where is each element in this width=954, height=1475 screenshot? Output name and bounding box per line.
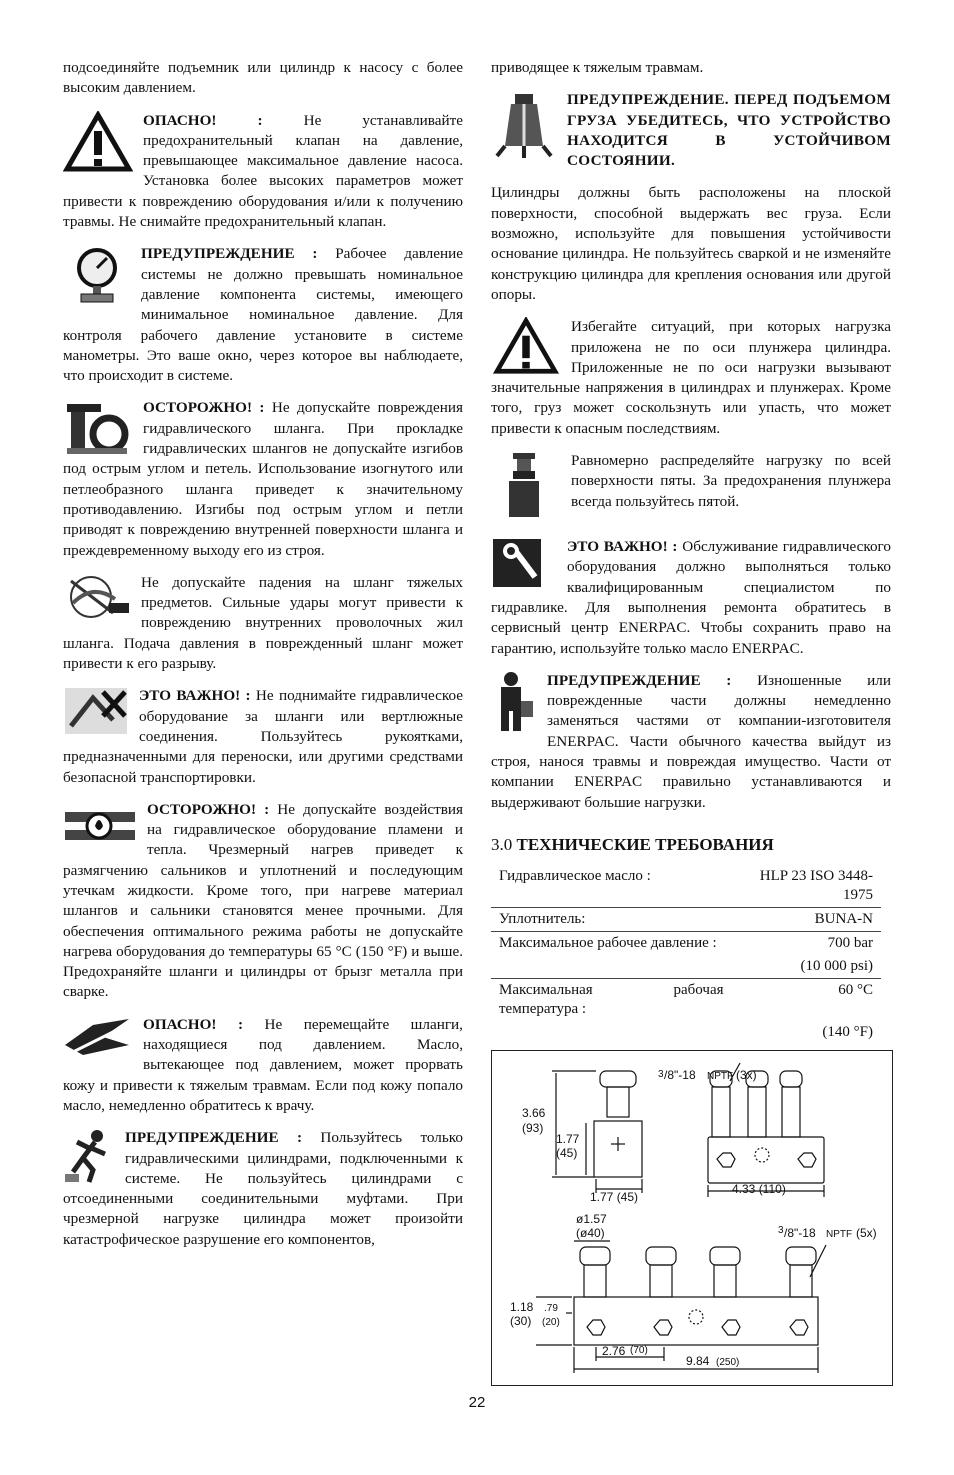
port-label-5x-type: NPTF — [826, 1229, 853, 1240]
saddle-load-icon — [491, 451, 561, 523]
manifold-drawing — [491, 1050, 893, 1386]
warning-triangle-icon — [63, 111, 133, 173]
spec-label: Гидравлическое масло : — [499, 868, 651, 885]
section-heading: 3.0 ТЕХНИЧЕСКИЕ ТРЕБОВАНИЯ — [491, 834, 774, 854]
wrench-service-icon — [491, 537, 557, 589]
off-center-load-section: Избегайте ситуаций, при которых нагрузка приложена не по оси плунжера цилиндра. Приложенные не по оси нагрузки вызывают значительные напряжения в цилиндрах и плунжерах. Кроме того, груз может соскользнуть или упасть, что может привести к опасным последствиям. — [491, 318, 891, 437]
danger-pressurized-hose-section: ОПАСНО! : Не перемещайте шланги, находящиеся под давлением. Масло, вытекающее под давлением, может прорвать кожу и привести к тяжелым травмам. Если под кожу попало масло, немедленно обратитесь к врачу. — [63, 1015, 463, 1114]
dim-pitch-mm: (70) — [630, 1345, 648, 1356]
important-no-lift-section: ЭТО ВАЖНО! : Не поднимайте гидравлическое оборудование за шланги или вертлюжные соединения. Пользуйтесь рукоятками, предназначенными для переноски, или другими средствами безопасной транспортировки. — [63, 687, 463, 786]
cylinder-placement-paragraph: Цилиндры должны быть расположены на плоской поверхности, способной выдержать вес груза. Если возможно, используйте для повышения устойчивости основание цилиндра. Не пользуйтесь сваркой и не изменяйте конструкцию цилиндра для крепления основания или другой опоры. — [491, 184, 891, 303]
port-label-5x-count: (5x) — [856, 1226, 877, 1240]
spec-value-alt: (140 °F) — [822, 1024, 873, 1041]
warning-stable-load-section: ПРЕДУПРЕЖДЕНИЕ. ПЕРЕД ПОДЪЕМОМ ГРУЗА УБЕДИТЕСЬ, ЧТО УСТРОЙСТВО НАХОДИТСЯ В УСТОЙЧИВОМ СОСТОЯНИИ. — [491, 90, 891, 171]
spec-row — [491, 865, 881, 908]
hose-crush-icon — [63, 573, 131, 621]
spec-label: Уплотнитель: — [491, 908, 732, 932]
left-column — [63, 58, 463, 1262]
caution-hose-kink-section: ОСТОРОЖНО! : Не допускайте повреждения гидравлического шланга. При прокладке гидравлических шлангов не допускайте изгибов под острым углом и петель. Использование изогнутого или петлеобразного шланга приведет к значительному противодавлению. Изгибы под острым углом и петли приводят к повреждению внутренней поверхности шланга и преждевременному выходу его из строя. — [63, 399, 463, 559]
spec-value: HLP 23 ISO 3448-1975 — [759, 868, 873, 904]
spec-label: Максимальное рабочее давление : — [491, 932, 732, 956]
continued-paragraph: приводящее к тяжелым травмам. — [491, 59, 704, 76]
spec-value: 60 °C — [732, 979, 882, 1022]
port-label-3x-fraction: 3 — [658, 1069, 664, 1080]
port-label-3x-count: (3x) — [736, 1068, 757, 1082]
pressure-gauge-icon — [63, 244, 131, 306]
oil-injection-icon — [63, 1015, 133, 1059]
spec-value: 700 bar — [732, 932, 882, 956]
port-label-3x-type: NPTF — [707, 1071, 734, 1082]
dim-hole-height: .79 — [544, 1303, 558, 1314]
port-label-5x-size: /8"-18 — [784, 1226, 816, 1240]
dim-pitch: 2.76 — [602, 1344, 626, 1358]
caution-heat-section: ОСТОРОЖНО! : Не допускайте воздействия на гидравлическое оборудование пламени и тепла. Чрезмерный нагрев приведет к размягчению сальников и уплотнений и последующим утечкам жидкости. Кроме того, при нагреве материал шлангов и сальники становятся менее прочными. Для обеспечения оптимального режима работы не допускайте нагрева оборудования до температуры 65 °C (150 °F) и выше. Предохраняйте шланги и цилиндры от брызг металла при сварке. — [63, 800, 463, 1001]
spec-value: BUNA-N — [732, 908, 882, 932]
dim-top-width: 4.33 (110) — [732, 1182, 786, 1196]
dim-hole-height-mm: (20) — [542, 1317, 560, 1328]
warning-coupled-cylinders-section: ПРЕДУПРЕЖДЕНИЕ : Пользуйтесь только гидравлическими цилиндрами, подключенными к системе. Не пользуйтесь цилиндрами с отсоединенными соединительными муфтами. При чрезмерной нагрузке цилиндра может произойти катастрофическое разрушение его компонентов, — [63, 1129, 463, 1248]
intro-paragraph: подсоединяйте подъемник или цилиндр к насосу с более высоким давлением. — [63, 59, 463, 97]
port-label-3x-size: /8"-18 — [664, 1068, 696, 1082]
dim-total-height-mm: (93) — [522, 1121, 544, 1135]
spec-row — [491, 1021, 881, 1044]
dim-base-height-mm: (30) — [510, 1314, 532, 1328]
page-number: 22 — [468, 1394, 486, 1411]
specs-table — [491, 865, 881, 1044]
dim-diameter: ø1.57 — [576, 1212, 607, 1226]
manifold-drawing-svg — [492, 1051, 892, 1385]
dim-base-height: 1.18 — [510, 1300, 534, 1314]
dim-body-height: 1.77 — [556, 1132, 580, 1146]
important-service-section: ЭТО ВАЖНО! : Обслуживание гидравлического оборудования должно выполняться только квалифицированным специалистом по гидравлике. Для выполнения ремонта обратитесь в сервисный центр ENERPAC. Чтобы сохранить право на гарантию, используйте только масло ENERPAC. — [491, 538, 891, 657]
hose-kink-icon — [63, 398, 133, 456]
unstable-load-icon — [491, 90, 557, 160]
dim-total-height: 3.66 — [522, 1106, 546, 1120]
spec-row — [491, 908, 881, 932]
falling-person-icon — [63, 1128, 115, 1184]
dim-diameter-mm: (ø40) — [576, 1226, 605, 1240]
warning-parts-section: ПРЕДУПРЕЖДЕНИЕ : Изношенные или поврежденные части должны немедленно заменяться частями от компании-изготовителя ENERPAC. Части обычного качества выйдут из строя, нанося травмы и повреждая имущество. Части от компании ENERPAC правильно устанавливаются и выдерживают большие нагрузки. — [491, 671, 891, 811]
warning-triangle-icon — [491, 317, 561, 375]
dim-body-height-mm: (45) — [556, 1146, 578, 1160]
heat-flame-icon — [63, 800, 137, 852]
worker-parts-icon — [491, 671, 537, 733]
port-label-5x-fraction: 3 — [778, 1225, 784, 1236]
dim-long-width: 9.84 — [686, 1354, 710, 1368]
spec-value-alt: (10 000 psi) — [800, 958, 873, 975]
spec-row — [491, 932, 881, 956]
danger-relief-valve-section: ОПАСНО! : Не устанавливайте предохранительный клапан на давление, превышающее максимальное давление насоса. Установка более высоких параметров может привести к повреждению оборудования и/или к получению травмы. Не снимайте предохранительный клапан. — [63, 111, 463, 231]
dim-long-width-mm: (250) — [716, 1357, 740, 1368]
right-column — [491, 58, 891, 1044]
warning-pressure-section: ПРЕДУПРЕЖДЕНИЕ : Рабочее давление системы не должно превышать номинальное давление компонента системы, имеющего минимальное номинальное давление. Для контроля рабочего давление установите в системе манометры. Это ваше окно, через которое вы наблюдаете, что происходит в системе. — [63, 245, 463, 385]
no-lift-by-hose-icon — [63, 686, 129, 736]
hose-impact-section: Не допускайте падения на шланг тяжелых предметов. Сильные удары могут привести к повреждению внутренних проволочных жил шланга. Подача давления в поврежденный шланг может привести к его разрыву. — [63, 573, 463, 673]
dim-side-width: 1.77 (45) — [590, 1190, 639, 1204]
spec-label: Максимальная рабочая температура : — [491, 979, 732, 1022]
spec-row — [491, 979, 881, 1022]
spec-row — [491, 955, 881, 979]
saddle-load-section: Равномерно распределяйте нагрузку по всей поверхности пяты. За предохранения плунжера всегда пользуйтесь пятой. — [491, 451, 891, 525]
